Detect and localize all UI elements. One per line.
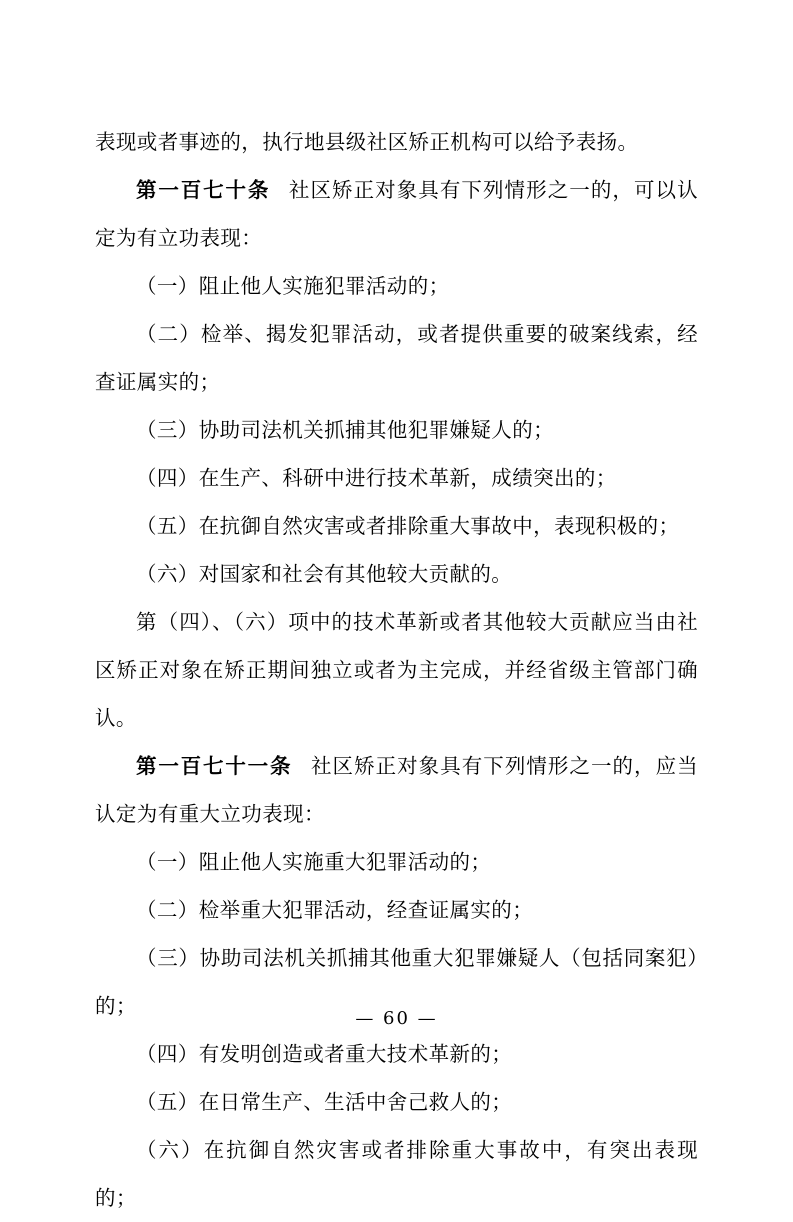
paragraph-171-item-1 xyxy=(95,838,698,886)
paragraph-text: （二）检举、揭发犯罪活动，或者提供重要的破案线索，经查证属实的； xyxy=(95,322,698,394)
paragraph-171-item-6 xyxy=(95,1126,698,1222)
article-heading: 第一百七十一条 xyxy=(136,754,293,778)
paragraph-text: （三）协助司法机关抓捕其他重大犯罪嫌疑人（包括同案犯）的； xyxy=(95,946,698,1018)
paragraph-text: （一）阻止他人实施重大犯罪活动的； xyxy=(136,850,492,874)
paragraph-text: 社区矫正对象具有下列情形之一的，可以认定为有立功表现： xyxy=(95,178,698,250)
article-heading: 第一百七十条 xyxy=(136,178,271,202)
paragraph-171-item-5 xyxy=(95,1078,698,1126)
paragraph-170-item-3 xyxy=(95,406,698,454)
paragraph-text: 第（四）、（六）项中的技术革新或者其他较大贡献应当由社区矫正对象在矫正期间独立或者为主完成，并经省级主管部门确认。 xyxy=(95,610,698,730)
paragraph-text: （六）对国家和社会有其他较大贡献的。 xyxy=(136,562,513,586)
paragraph-171-item-2 xyxy=(95,886,698,934)
paragraph-170-item-4 xyxy=(95,454,698,502)
paragraph-170-item-1 xyxy=(95,262,698,310)
paragraph-article-170 xyxy=(95,166,698,262)
page-number: — 60 — xyxy=(355,1008,438,1029)
paragraph-text: （一）阻止他人实施犯罪活动的； xyxy=(136,274,450,298)
paragraph-text: 社区矫正对象具有下列情形之一的，应当认定为有重大立功表现： xyxy=(95,754,698,826)
paragraph-article-171 xyxy=(95,742,698,838)
paragraph-text: （四）有发明创造或者重大技术革新的； xyxy=(136,1042,513,1066)
paragraph-text: （六）在抗御自然灾害或者排除重大事故中，有突出表现的； xyxy=(95,1138,698,1210)
paragraph-continued xyxy=(95,118,698,166)
page-body xyxy=(95,118,698,1222)
paragraph-170-item-5 xyxy=(95,502,698,550)
paragraph-text: （五）在抗御自然灾害或者排除重大事故中，表现积极的； xyxy=(136,514,680,538)
paragraph-text: 表现或者事迹的，执行地县级社区矫正机构可以给予表扬。 xyxy=(95,130,639,154)
paragraph-170-item-2 xyxy=(95,310,698,406)
paragraph-text: （五）在日常生产、生活中舍己救人的； xyxy=(136,1090,513,1114)
paragraph-text: （四）在生产、科研中进行技术革新，成绩突出的； xyxy=(136,466,617,490)
paragraph-text: （二）检举重大犯罪活动，经查证属实的； xyxy=(136,898,534,922)
paragraph-text: （三）协助司法机关抓捕其他犯罪嫌疑人的； xyxy=(136,418,554,442)
paragraph-171-item-4 xyxy=(95,1030,698,1078)
paragraph-170-note xyxy=(95,598,698,742)
paragraph-170-item-6 xyxy=(95,550,698,598)
